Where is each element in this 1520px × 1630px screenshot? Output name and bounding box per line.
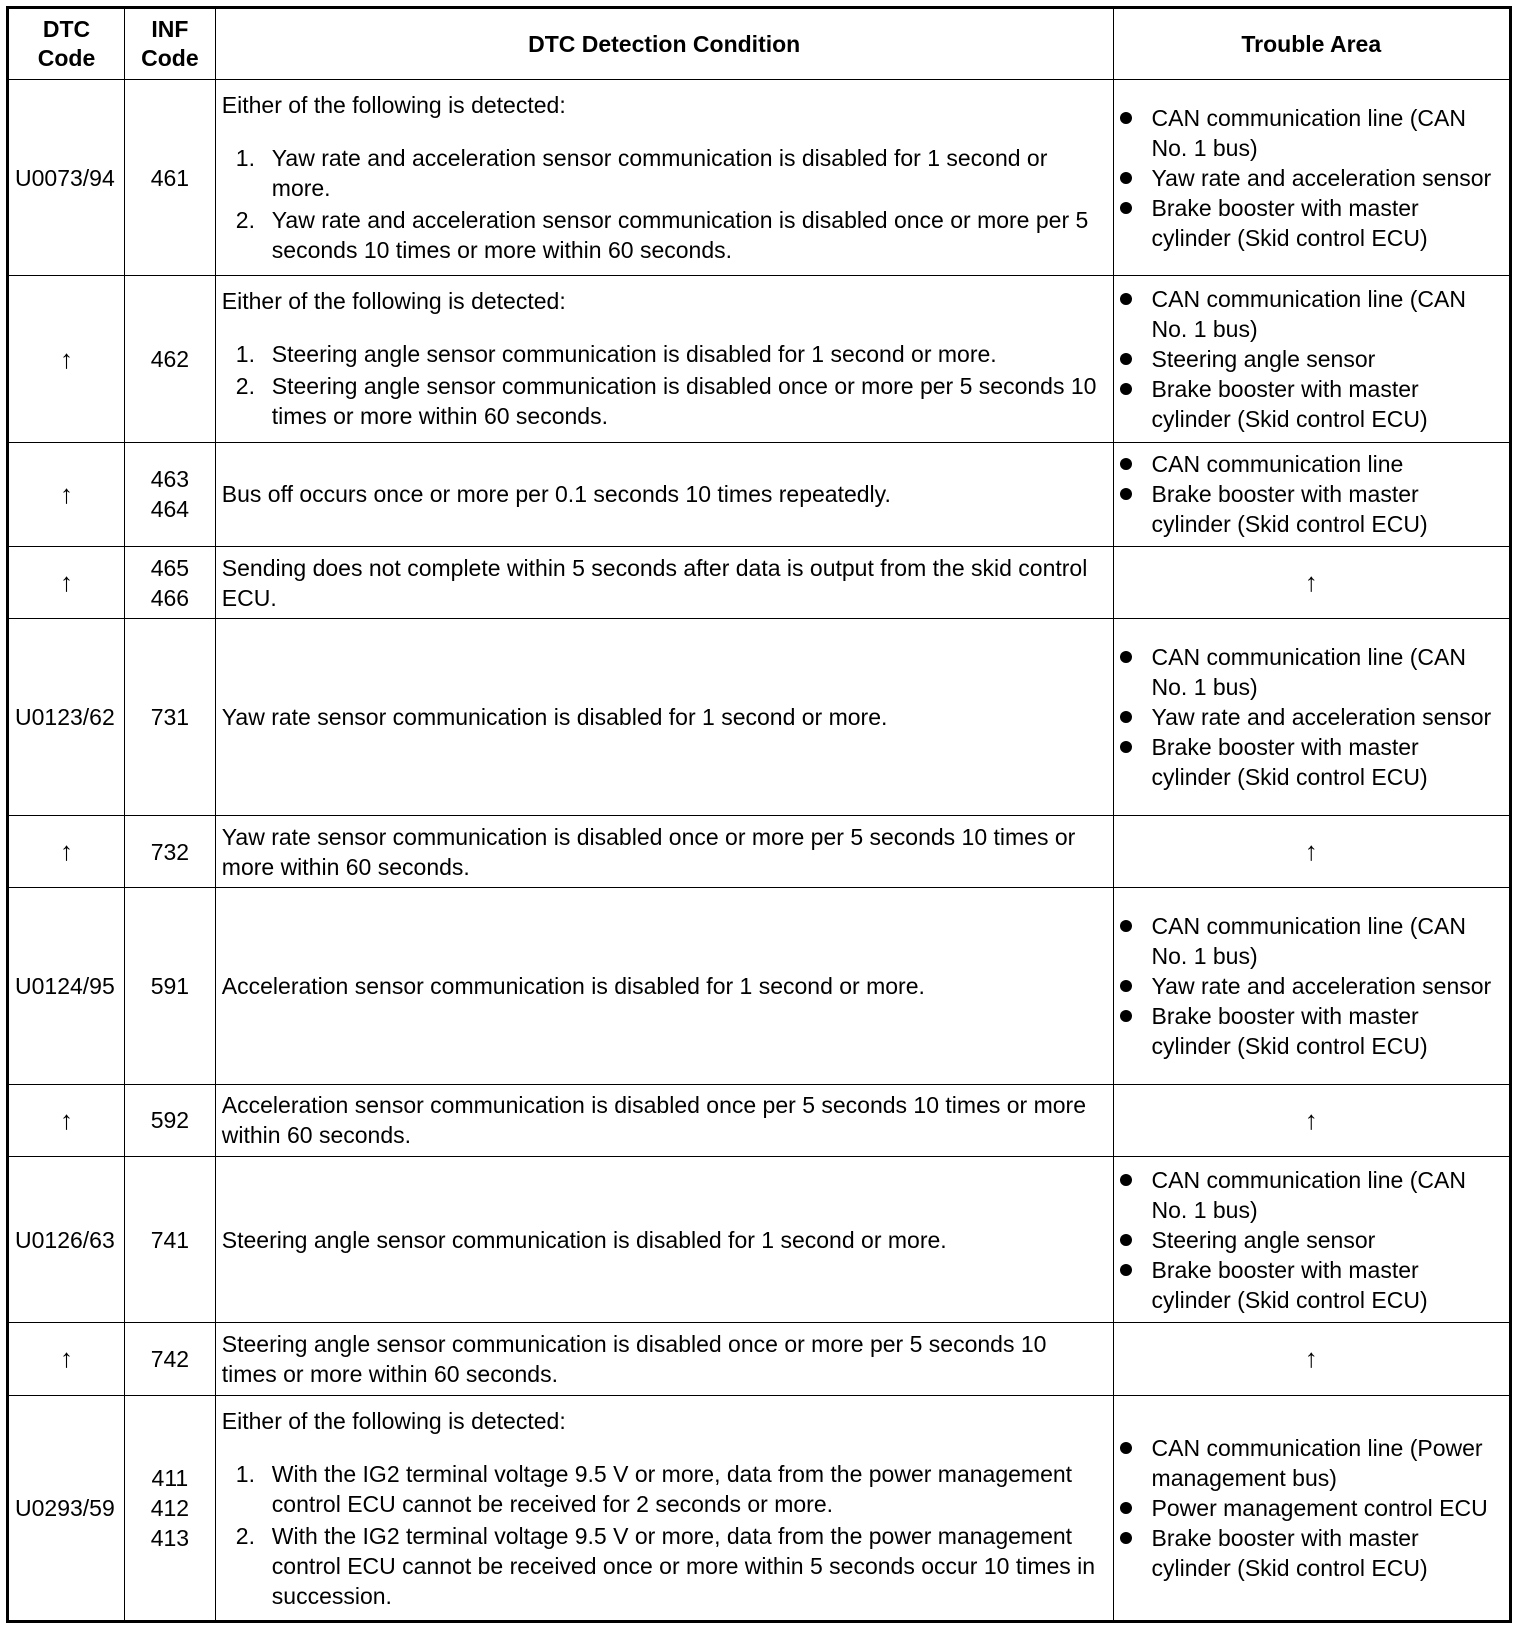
inf-code: 741 bbox=[150, 1226, 190, 1253]
inf-code: 731 bbox=[150, 704, 190, 731]
trouble-area-item: Brake booster with master cylinder (Skid control ECU) bbox=[1120, 479, 1503, 539]
trouble-area-item: Brake booster with master cylinder (Skid control ECU) bbox=[1120, 374, 1503, 434]
dtc-code: U0126/63 bbox=[15, 1226, 115, 1253]
table-row bbox=[8, 547, 1511, 619]
dtc-code-cell bbox=[8, 80, 125, 276]
trouble-area-list bbox=[1120, 1433, 1503, 1583]
detection-condition-cell bbox=[215, 815, 1113, 887]
inf-code: 461 bbox=[150, 164, 190, 191]
trouble-area-item: Brake booster with master cylinder (Skid control ECU) bbox=[1120, 1001, 1503, 1061]
condition-lead: Either of the following is detected: bbox=[221, 1407, 566, 1434]
dtc-code: U0073/94 bbox=[15, 164, 115, 191]
dtc-code: U0124/95 bbox=[15, 972, 115, 999]
dtc-code-cell bbox=[8, 1323, 125, 1395]
step-number: 1. bbox=[235, 341, 255, 368]
trouble-area-item: CAN communication line (CAN No. 1 bus) bbox=[1120, 1165, 1503, 1225]
table-row bbox=[8, 888, 1511, 1084]
detection-condition-cell bbox=[215, 80, 1113, 276]
trouble-area-item: Power management control ECU bbox=[1120, 1493, 1503, 1523]
table-row bbox=[8, 276, 1511, 442]
dtc-code-cell bbox=[8, 619, 125, 815]
trouble-area-list bbox=[1120, 284, 1503, 434]
table-row bbox=[8, 1156, 1511, 1322]
inf-code: 592 bbox=[150, 1107, 190, 1134]
detection-condition-cell bbox=[215, 276, 1113, 442]
dtc-code-cell bbox=[8, 815, 125, 887]
detection-condition-cell bbox=[215, 1084, 1113, 1156]
trouble-area-cell bbox=[1113, 80, 1510, 276]
step-text: Steering angle sensor communication is disabled for 1 second or more. bbox=[271, 341, 997, 368]
table-row bbox=[8, 1084, 1511, 1156]
table-body bbox=[8, 80, 1511, 1622]
trouble-area-list bbox=[1120, 1165, 1503, 1315]
condition-text: Steering angle sensor communication is disabled once or more per 5 seconds 10 times or more within 60 seconds. bbox=[221, 1330, 1047, 1387]
dtc-code-cell bbox=[8, 888, 125, 1084]
trouble-area-cell bbox=[1113, 619, 1510, 815]
trouble-area-item: CAN communication line (CAN No. 1 bus) bbox=[1120, 911, 1503, 971]
inf-code-cell bbox=[125, 80, 216, 276]
same-as-above-arrow: ↑ bbox=[60, 836, 73, 866]
step-number: 2. bbox=[235, 1522, 255, 1549]
condition-lead: Either of the following is detected: bbox=[221, 92, 566, 118]
condition-text: Yaw rate sensor communication is disabled for 1 second or more. bbox=[221, 704, 888, 731]
dtc-code-cell bbox=[8, 547, 125, 619]
inf-code: 466 bbox=[150, 584, 190, 611]
trouble-area-cell bbox=[1113, 442, 1510, 546]
header-row bbox=[8, 8, 1511, 80]
same-as-above-arrow: ↑ bbox=[60, 1104, 73, 1135]
condition-text: Steering angle sensor communication is disabled for 1 second or more. bbox=[221, 1226, 947, 1253]
detection-condition-cell bbox=[215, 1395, 1113, 1621]
trouble-area-list bbox=[1120, 911, 1503, 1061]
inf-code-cell bbox=[125, 276, 216, 442]
trouble-area-item: Brake booster with master cylinder (Skid control ECU) bbox=[1120, 1255, 1503, 1315]
table-row bbox=[8, 80, 1511, 276]
inf-code-cell bbox=[125, 442, 216, 546]
condition-step bbox=[222, 205, 1107, 265]
trouble-area-cell bbox=[1113, 815, 1510, 887]
trouble-area-cell bbox=[1113, 1395, 1510, 1621]
header-detection-condition: DTC Detection Condition bbox=[215, 8, 1113, 80]
condition-steps bbox=[222, 339, 1107, 431]
table-row bbox=[8, 815, 1511, 887]
step-text: Yaw rate and acceleration sensor communication is disabled once or more per 5 seconds 10 times or more within 60 seconds. bbox=[271, 207, 1089, 263]
detection-condition-cell bbox=[215, 619, 1113, 815]
inf-code: 462 bbox=[150, 346, 190, 373]
dtc-code-cell bbox=[8, 1084, 125, 1156]
trouble-area-item: Yaw rate and acceleration sensor bbox=[1120, 163, 1503, 193]
trouble-area-item: Steering angle sensor bbox=[1120, 344, 1503, 374]
inf-code-cell bbox=[125, 815, 216, 887]
step-number: 1. bbox=[235, 1460, 255, 1487]
same-as-above-arrow: ↑ bbox=[1304, 567, 1318, 598]
trouble-area-item: CAN communication line (CAN No. 1 bus) bbox=[1120, 642, 1503, 702]
trouble-area-item: CAN communication line (CAN No. 1 bus) bbox=[1120, 103, 1503, 163]
header-inf-code bbox=[125, 8, 216, 80]
inf-code-cell bbox=[125, 1395, 216, 1621]
dtc-code: U0123/62 bbox=[15, 704, 115, 731]
trouble-area-item: Brake booster with master cylinder (Skid control ECU) bbox=[1120, 1523, 1503, 1583]
inf-code: 465 bbox=[150, 554, 190, 581]
trouble-area-item: Brake booster with master cylinder (Skid control ECU) bbox=[1120, 193, 1503, 253]
header-word: Code bbox=[141, 45, 199, 71]
trouble-area-item: CAN communication line (CAN No. 1 bus) bbox=[1120, 284, 1503, 344]
dtc-code-cell bbox=[8, 1395, 125, 1621]
header-word: DTC bbox=[42, 16, 91, 42]
inf-code: 732 bbox=[150, 838, 190, 865]
condition-text: Bus off occurs once or more per 0.1 seconds 10 times repeatedly. bbox=[221, 481, 891, 508]
dtc-code-cell bbox=[8, 442, 125, 546]
inf-code-cell bbox=[125, 619, 216, 815]
trouble-area-cell bbox=[1113, 888, 1510, 1084]
detection-condition-cell bbox=[215, 1156, 1113, 1322]
inf-code: 464 bbox=[150, 496, 190, 523]
same-as-above-arrow: ↑ bbox=[60, 1343, 73, 1374]
condition-steps bbox=[222, 1459, 1107, 1611]
inf-code: 463 bbox=[150, 466, 190, 493]
step-number: 2. bbox=[235, 207, 255, 233]
dtc-code-cell bbox=[8, 1156, 125, 1322]
trouble-area-cell bbox=[1113, 1156, 1510, 1322]
step-text: Yaw rate and acceleration sensor communication is disabled for 1 second or more. bbox=[271, 145, 1048, 201]
header-trouble-area: Trouble Area bbox=[1113, 8, 1510, 80]
step-number: 2. bbox=[235, 373, 255, 400]
trouble-area-item: CAN communication line bbox=[1120, 449, 1503, 479]
same-as-above-arrow: ↑ bbox=[1304, 836, 1318, 866]
condition-text: Acceleration sensor communication is disabled for 1 second or more. bbox=[221, 972, 925, 999]
inf-code: 412 bbox=[150, 1494, 190, 1521]
trouble-area-list bbox=[1120, 449, 1503, 539]
detection-condition-cell bbox=[215, 1323, 1113, 1395]
same-as-above-arrow: ↑ bbox=[1304, 1343, 1318, 1374]
trouble-area-cell bbox=[1113, 1323, 1510, 1395]
trouble-area-item: Brake booster with master cylinder (Skid control ECU) bbox=[1120, 732, 1503, 792]
table-row bbox=[8, 1323, 1511, 1395]
condition-text: Acceleration sensor communication is disabled once per 5 seconds 10 times or more within 60 seconds. bbox=[221, 1092, 1086, 1149]
dtc-table bbox=[6, 6, 1512, 1623]
step-text: Steering angle sensor communication is disabled once or more per 5 seconds 10 times or more within 60 seconds. bbox=[271, 373, 1097, 430]
same-as-above-arrow: ↑ bbox=[60, 567, 73, 598]
inf-code: 591 bbox=[150, 972, 190, 999]
trouble-area-item: Yaw rate and acceleration sensor bbox=[1120, 971, 1503, 1001]
condition-step bbox=[222, 143, 1107, 203]
condition-step bbox=[222, 371, 1107, 431]
condition-step bbox=[222, 1459, 1107, 1519]
dtc-code: U0293/59 bbox=[15, 1494, 115, 1521]
trouble-area-item: Steering angle sensor bbox=[1120, 1225, 1503, 1255]
same-as-above-arrow: ↑ bbox=[60, 478, 73, 509]
condition-step bbox=[222, 339, 1107, 369]
condition-step bbox=[222, 1521, 1107, 1611]
trouble-area-list bbox=[1120, 642, 1503, 792]
table-row bbox=[8, 1395, 1511, 1621]
inf-code-cell bbox=[125, 547, 216, 619]
detection-condition-cell bbox=[215, 442, 1113, 546]
inf-code: 413 bbox=[150, 1524, 190, 1551]
step-text: With the IG2 terminal voltage 9.5 V or more, data from the power management control ECU cannot be received once or more within 5 seconds occur 10 times in succession. bbox=[271, 1522, 1096, 1609]
same-as-above-arrow: ↑ bbox=[1304, 1104, 1318, 1135]
trouble-area-cell bbox=[1113, 547, 1510, 619]
header-dtc-code bbox=[8, 8, 125, 80]
header-word: Code bbox=[37, 45, 96, 71]
trouble-area-cell bbox=[1113, 1084, 1510, 1156]
inf-code: 411 bbox=[151, 1464, 189, 1491]
detection-condition-cell bbox=[215, 547, 1113, 619]
inf-code-cell bbox=[125, 1156, 216, 1322]
header-word: INF bbox=[151, 16, 189, 42]
step-text: With the IG2 terminal voltage 9.5 V or more, data from the power management control ECU cannot be received for 2 seconds or more. bbox=[271, 1460, 1073, 1517]
table-row bbox=[8, 619, 1511, 815]
condition-steps bbox=[222, 143, 1107, 265]
condition-text: Sending does not complete within 5 seconds after data is output from the skid control ECU. bbox=[221, 554, 1088, 611]
detection-condition-cell bbox=[215, 888, 1113, 1084]
condition-lead: Either of the following is detected: bbox=[221, 288, 566, 315]
inf-code: 742 bbox=[150, 1345, 190, 1372]
trouble-area-cell bbox=[1113, 276, 1510, 442]
same-as-above-arrow: ↑ bbox=[60, 343, 73, 374]
inf-code-cell bbox=[125, 1323, 216, 1395]
trouble-area-item: Yaw rate and acceleration sensor bbox=[1120, 702, 1503, 732]
condition-text: Yaw rate sensor communication is disabled once or more per 5 seconds 10 times or more within 60 seconds. bbox=[221, 823, 1076, 880]
trouble-area-item: CAN communication line (Power management bus) bbox=[1120, 1433, 1503, 1493]
step-number: 1. bbox=[235, 145, 255, 171]
dtc-code-cell bbox=[8, 276, 125, 442]
table-row bbox=[8, 442, 1511, 546]
inf-code-cell bbox=[125, 888, 216, 1084]
inf-code-cell bbox=[125, 1084, 216, 1156]
trouble-area-list bbox=[1120, 103, 1503, 253]
